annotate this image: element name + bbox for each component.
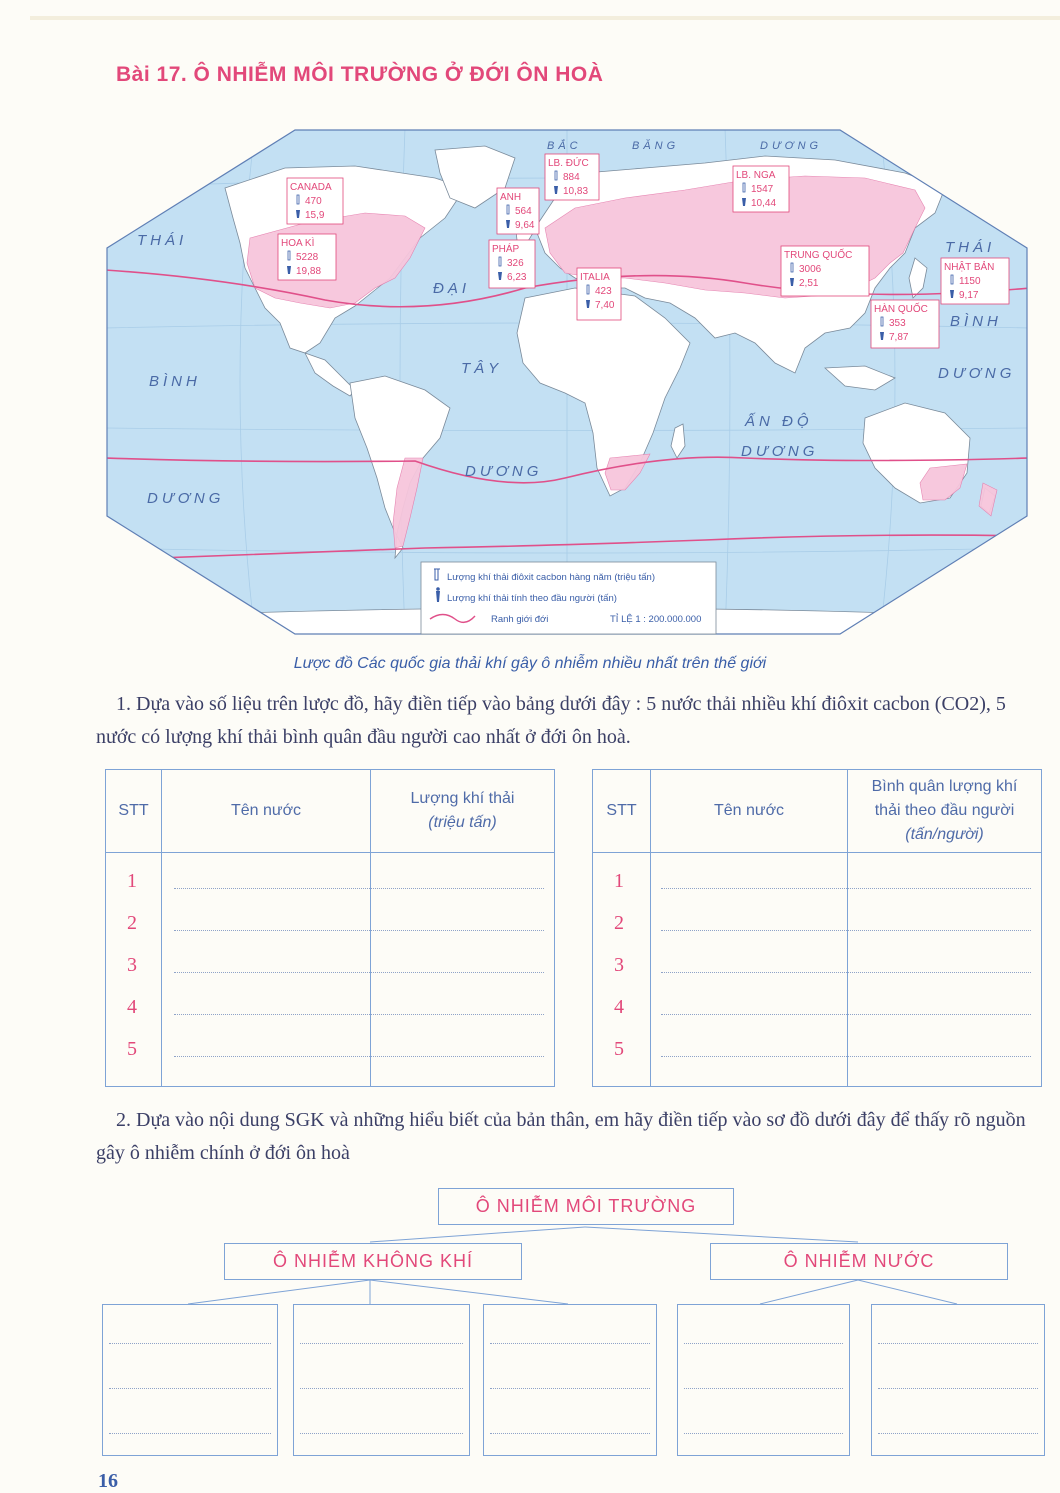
table-row-number: 3 (127, 954, 137, 976)
ocean-label-thai-right: THÁI (945, 239, 996, 256)
table-co2-per-capita (592, 769, 1042, 1087)
country-name: TRUNG QUỐC (784, 250, 853, 261)
country-name: LB. ĐỨC (548, 158, 589, 169)
country-callout (941, 258, 1009, 304)
table-row-number: 5 (127, 1038, 137, 1060)
country-callout (871, 300, 939, 348)
country-total-emission: 423 (595, 286, 612, 297)
table-header-per-capita-line1: Bình quân lượng khí (871, 778, 1018, 795)
diagram-answer-box-2[interactable] (293, 1304, 470, 1456)
ocean-label-bang: BĂNG (632, 140, 680, 152)
table-header-stt-right: STT (593, 770, 650, 853)
country-total-emission: 564 (515, 206, 532, 217)
table-header-per-capita-line2: thải theo đầu người (874, 802, 1015, 819)
question-2 (96, 1104, 1046, 1170)
ocean-label-duong-right: DƯƠNG (938, 365, 1016, 382)
country-callout (781, 246, 869, 296)
country-total-emission: 5228 (296, 252, 319, 263)
country-name: ANH (500, 192, 522, 203)
country-per-capita-emission: 9,17 (959, 290, 979, 301)
country-callout (287, 178, 343, 224)
ocean-label-thai-left: THÁI (137, 232, 188, 249)
table-row-number: 5 (614, 1038, 624, 1060)
table-answer-line[interactable] (661, 1056, 1031, 1057)
ocean-label-dai: ĐẠI (433, 280, 471, 297)
world-map (105, 128, 1030, 636)
table-header-country-right: Tên nước (651, 770, 847, 853)
country-callout (545, 154, 599, 200)
diagram-answer-box-3[interactable] (483, 1304, 657, 1456)
country-total-emission: 353 (889, 318, 906, 329)
ocean-label-binh-right: BÌNH (950, 313, 1002, 330)
diagram-answer-box-5[interactable] (871, 1304, 1045, 1456)
table-header-stt: STT (106, 770, 161, 853)
country-total-emission: 470 (305, 196, 322, 207)
country-name: ITALIA (580, 272, 610, 283)
table-row-number: 4 (127, 996, 137, 1018)
ocean-label-tay: TÂY (461, 360, 503, 377)
ocean-label-duong-top: DƯƠNG (760, 140, 823, 152)
table-row-number: 4 (614, 996, 624, 1018)
table-row-number: 1 (127, 870, 137, 892)
country-callout (733, 166, 789, 212)
country-callout (497, 188, 539, 234)
country-callout (577, 268, 621, 320)
table-answer-line[interactable] (661, 972, 1031, 973)
country-total-emission: 1547 (751, 184, 774, 195)
country-total-emission: 884 (563, 172, 580, 183)
country-per-capita-emission: 7,40 (595, 300, 615, 311)
country-per-capita-emission: 19,88 (296, 266, 322, 277)
ocean-label-duong-left: DƯƠNG (147, 490, 225, 507)
table-answer-line[interactable] (174, 972, 544, 973)
table-row-number: 3 (614, 954, 624, 976)
country-total-emission: 1150 (959, 276, 981, 287)
question-2-number: 2. (116, 1109, 131, 1131)
country-name: LB. NGA (736, 170, 776, 181)
table-answer-line[interactable] (174, 1014, 544, 1015)
table-header-emission-unit: (triệu tấn) (428, 814, 497, 831)
diagram-water-pollution: Ô NHIỄM NƯỚC (710, 1243, 1008, 1280)
table-answer-line[interactable] (661, 888, 1031, 889)
country-total-emission: 326 (507, 258, 524, 269)
ocean-label-duong-india: DƯƠNG (741, 443, 819, 460)
question-1-text: Dựa vào số liệu trên lược đồ, hãy điền tiếp vào bảng dưới đây : 5 nước thải nhiều khí điôxit cacbon (CO2), 5 nước có lượng khí thải bình quân đầu người cao nhất ở đới ôn hoà. (96, 693, 1006, 748)
map-caption: Lược đồ Các quốc gia thải khí gây ô nhiễm nhiều nhất trên thế giới (293, 655, 767, 672)
table-answer-line[interactable] (174, 888, 544, 889)
diagram-air-pollution: Ô NHIỄM KHÔNG KHÍ (224, 1243, 522, 1280)
country-name: NHẬT BẢN (944, 262, 995, 273)
map-legend (421, 562, 716, 634)
country-total-emission: 3006 (799, 264, 822, 275)
country-callout (278, 234, 336, 280)
diagram-answer-box-1[interactable] (102, 1304, 278, 1456)
country-per-capita-emission: 15,9 (305, 210, 325, 221)
country-callout (489, 240, 535, 288)
table-header-per-capita-unit: (tấn/người) (905, 826, 984, 843)
table-header-per-capita (848, 770, 1041, 853)
lesson-title: Bài 17. Ô NHIỄM MÔI TRƯỜNG Ở ĐỚI ÔN HOÀ (116, 63, 604, 86)
table-row-number: 2 (127, 912, 137, 934)
ocean-label-binh-left: BÌNH (149, 373, 201, 390)
ocean-label-an-do: ẤN ĐỘ (745, 413, 813, 430)
legend-scale: TỈ LỆ 1 : 200.000.000 (610, 614, 702, 625)
country-name: PHÁP (492, 244, 520, 255)
page-top-rule (30, 16, 1060, 20)
legend-item-boundary: Ranh giới đới (491, 614, 549, 625)
country-name: CANADA (290, 182, 332, 193)
table-answer-line[interactable] (661, 930, 1031, 931)
ocean-label-bac: BẮC (547, 140, 582, 152)
page-number: 16 (98, 1470, 118, 1492)
table-answer-line[interactable] (174, 930, 544, 931)
legend-item-total: Lượng khí thải điôxit cacbon hàng năm (triệu tấn) (447, 572, 655, 583)
diagram-answer-box-4[interactable] (677, 1304, 850, 1456)
diagram-root: Ô NHIỄM MÔI TRƯỜNG (438, 1188, 734, 1225)
country-per-capita-emission: 6,23 (507, 272, 527, 283)
country-per-capita-emission: 10,83 (563, 186, 589, 197)
table-row-number: 1 (614, 870, 624, 892)
country-per-capita-emission: 7,87 (889, 332, 909, 343)
table-header-emission-label: Lượng khí thải (410, 790, 515, 807)
ocean-label-duong-mid: DƯƠNG (465, 463, 543, 480)
table-answer-line[interactable] (174, 1056, 544, 1057)
country-per-capita-emission: 10,44 (751, 198, 777, 209)
country-per-capita-emission: 2,51 (799, 278, 819, 289)
country-per-capita-emission: 9,64 (515, 220, 535, 231)
table-header-country: Tên nước (162, 770, 370, 853)
question-2-text: Dựa vào nội dung SGK và những hiểu biết của bản thân, em hãy điền tiếp vào sơ đồ dưới đây để thấy rõ nguồn gây ô nhiễm chính ở đới ôn hoà (96, 1109, 1026, 1164)
country-name: HÀN QUỐC (874, 304, 928, 315)
question-1 (96, 688, 1046, 754)
country-name: HOA KÌ (281, 238, 315, 249)
legend-item-per-capita: Lượng khí thải tính theo đầu người (tấn) (447, 593, 617, 604)
table-row-number: 2 (614, 912, 624, 934)
table-co2-total (105, 769, 555, 1087)
table-answer-line[interactable] (661, 1014, 1031, 1015)
question-1-number: 1. (116, 693, 131, 715)
table-header-emission (371, 770, 554, 853)
